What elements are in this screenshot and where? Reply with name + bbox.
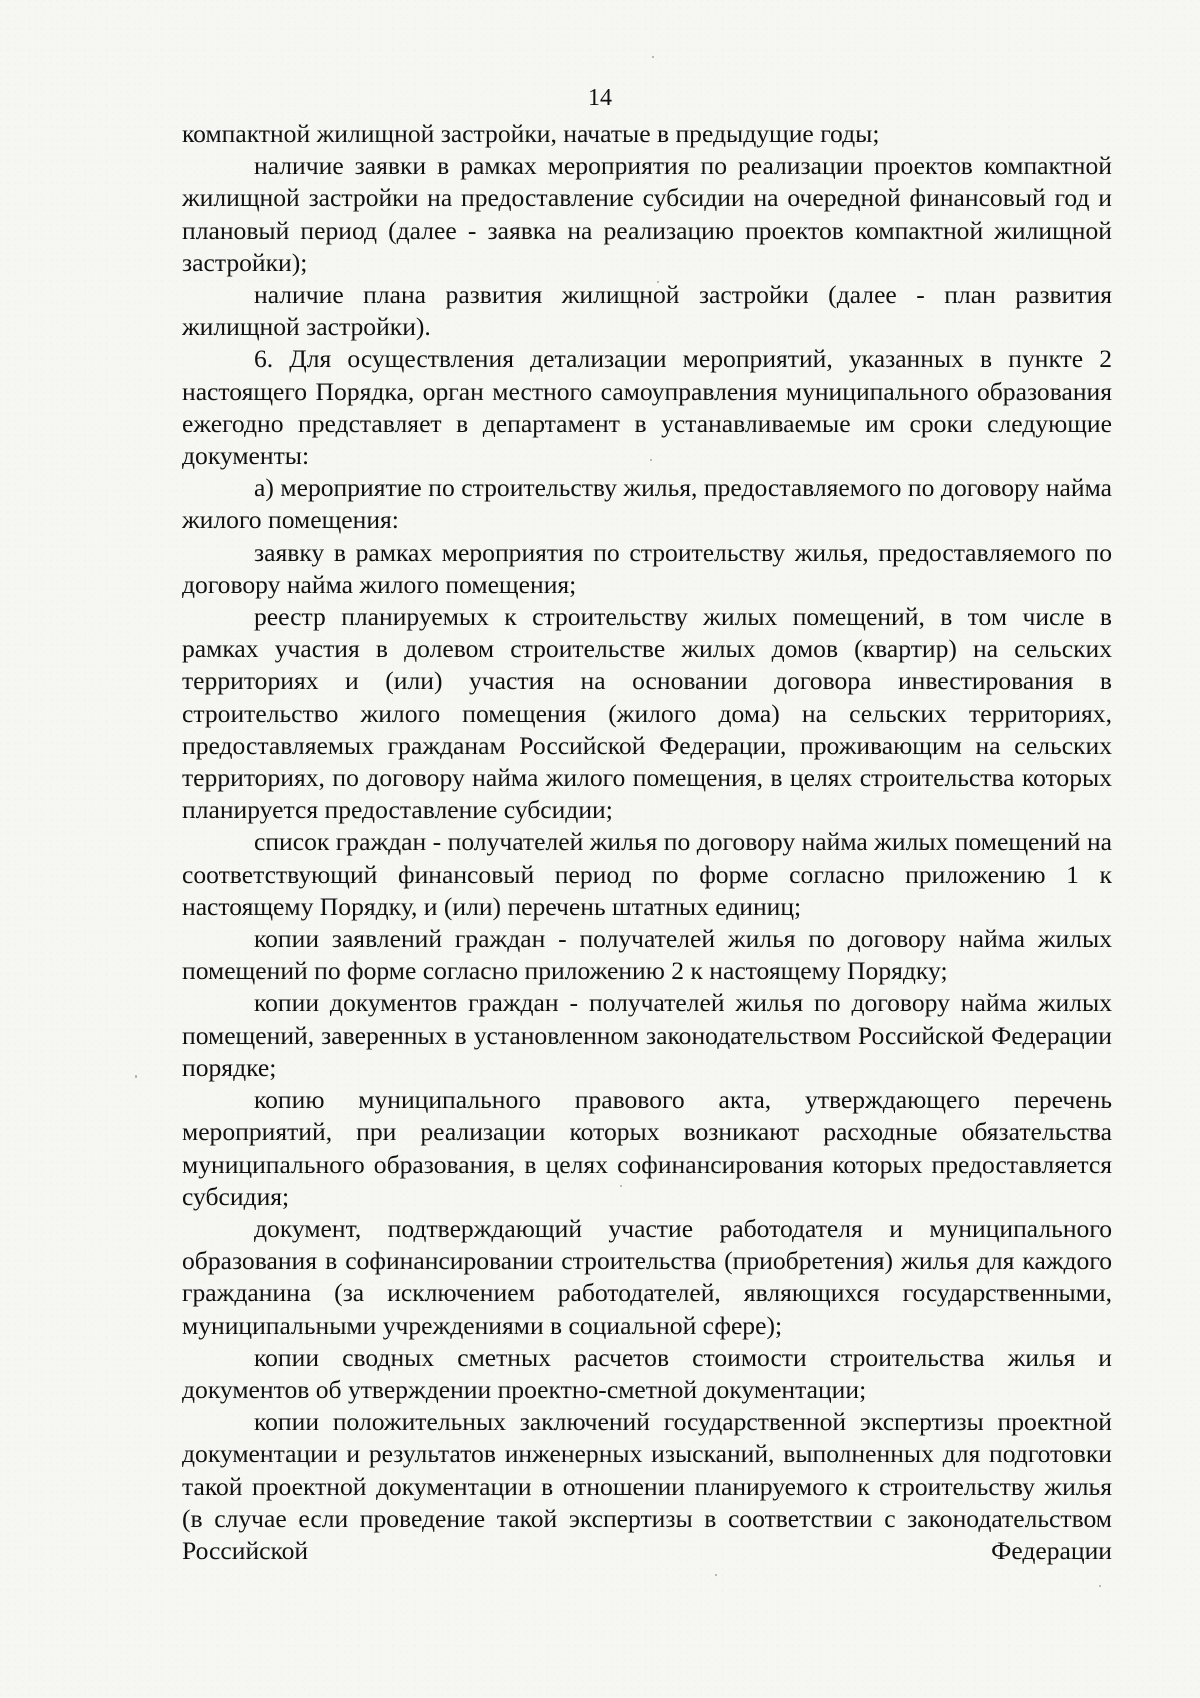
scan-speck xyxy=(1099,1585,1101,1587)
scan-speck xyxy=(715,1574,717,1576)
paragraph-2: наличие заявки в рамках мероприятия по реализации проектов компактной жилищной застройки на предоставление субсидии на очередной финансовый год и плановый период (далее - заявка на реализацию проектов компактной жилищной застройки); xyxy=(182,151,1112,277)
scan-speck xyxy=(652,56,654,58)
paragraph-1: компактной жилищной застройки, начатые в предыдущие годы; xyxy=(182,119,880,148)
scan-speck xyxy=(650,459,652,461)
paragraph-7: реестр планируемых к строительству жилых помещений, в том числе в рамках участия в долевом строительстве жилых домов (квартир) на сельских территориях и (или) участия на основании договора инвестирования в строительство жилого помещения (жилого дома) на сельских территориях, предоставляемых гражданам Российской Федерации, проживающим на сельских территориях, по договору найма жилого помещения, в целях строительства которых планируется предоставление субсидии; xyxy=(182,602,1112,825)
page-number: 14 xyxy=(588,85,612,111)
paragraph-8: список граждан - получателей жилья по договору найма жилых помещений на соответствующий финансовый период по форме согласно приложению 1 к настоящему Порядку, и (или) перечень штатных единиц; xyxy=(182,827,1112,921)
scan-speck xyxy=(657,281,659,283)
scan-speck xyxy=(620,1185,622,1187)
document-body xyxy=(182,118,1112,1567)
paragraph-11: копию муниципального правового акта, утверждающего перечень мероприятий, при реализации которых возникают расходные обязательства муниципального образования, в целях софинансирования которых предоставляется субсидия; xyxy=(182,1085,1112,1211)
paragraph-13: копии сводных сметных расчетов стоимости строительства жилья и документов об утверждении проектно-сметной документации; xyxy=(182,1342,1112,1404)
paragraph-3: наличие плана развития жилищной застройки (далее - план развития жилищной застройки). xyxy=(182,280,1112,342)
paragraph-10: копии документов граждан - получателей жилья по договору найма жилых помещений, заверенных в установленном законодательством Российской Федерации порядке; xyxy=(182,988,1112,1082)
paragraph-9: копии заявлений граждан - получателей жилья по договору найма жилых помещений по форме согласно приложению 2 к настоящему Порядку; xyxy=(182,924,1112,986)
paragraph-6: заявку в рамках мероприятия по строительству жилья, предоставляемого по договору найма жилого помещения; xyxy=(182,537,1112,599)
scan-speck xyxy=(135,1075,137,1078)
paragraph-12: документ, подтверждающий участие работодателя и муниципального образования в софинансировании строительства (приобретения) жилья для каждого гражданина (за исключением работодателей, являющихся государственными, муниципальными учреждениями в социальной сфере); xyxy=(182,1213,1112,1340)
paragraph-14: копии положительных заключений государственной экспертизы проектной документации и результатов инженерных изысканий, выполненных для подготовки такой проектной документации в отношении планируемого к строительству жилья (в случае если проведение такой экспертизы в соответствии с законодательством Российской Федерации xyxy=(182,1407,1112,1565)
paragraph-4: 6. Для осуществления детализации мероприятий, указанных в пункте 2 настоящего Порядка, орган местного самоуправления муниципального образования ежегодно представляет в департамент в устанавливаемые им сроки следующие документы: xyxy=(182,344,1112,471)
paragraph-5: а) мероприятие по строительству жилья, предоставляемого по договору найма жилого помещения: xyxy=(182,473,1112,535)
